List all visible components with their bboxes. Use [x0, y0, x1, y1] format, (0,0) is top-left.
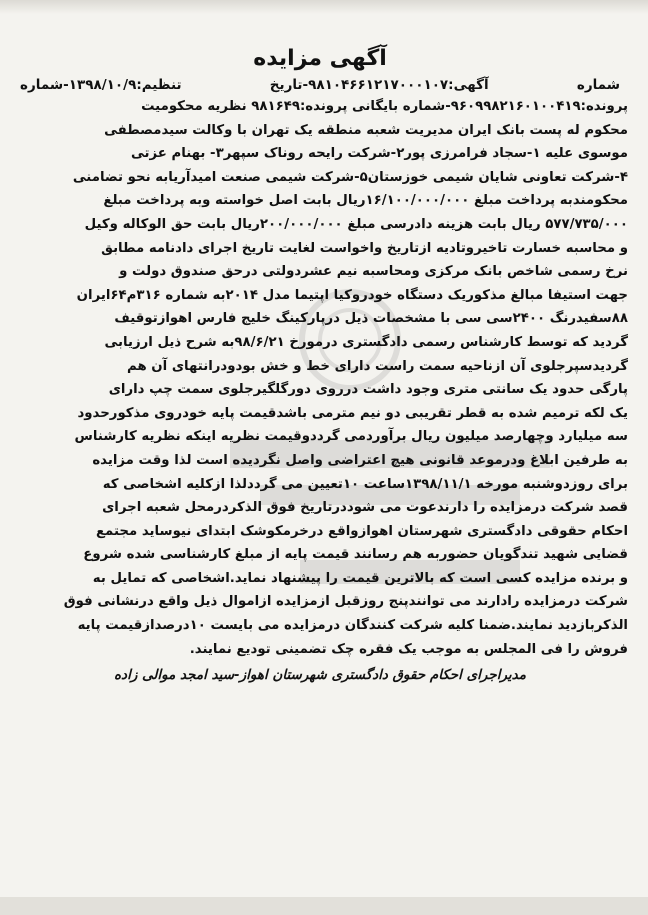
body-line: محکومندبه پرداخت مبلغ ۱۶/۱۰۰/۰۰۰/۰۰۰ریال بابت اصل خواسته وبه پرداخت مبلغ: [103, 193, 628, 209]
body-line: ۵۷۷/۷۳۵/۰۰۰ ریال بابت هزینه دادرسی مبلغ ۲۰۰/۰۰۰/۰۰۰ریال بابت حق الوکاله وکیل: [84, 216, 628, 232]
notice-body: [18, 95, 628, 661]
body-line: پارگی حدود یک سانتی متری وجود داشت درروی دورگلگیرجلوی سمت چپ دارای: [108, 382, 628, 398]
body-line: محکوم له پست بانک ایران مدیریت شعبه منطقه یک تهران با وکالت سیدمصطفی: [104, 122, 628, 138]
body-line: برای روزدوشنبه مورخه ۱۳۹۸/۱۱/۱ساعت ۱۰تعیین می گرددلذا ازکلیه اشخاصی که: [102, 476, 628, 492]
notice-signature: مدیراجرای احکام حقوق دادگستری شهرستان اهواز-سید امجد موالی زاده: [113, 667, 526, 684]
body-line: الذکربازدید نمایند.ضمنا کلیه شرکت کنندگان درمزایده می بایست ۱۰درصدازقیمت پایه: [77, 618, 628, 634]
notice-title: آگهی مزایده: [253, 46, 387, 71]
body-line: احکام حقوقی دادگستری شهرستان اهوازواقع درخرمکوشک ابتدای نیوساید مجتمع: [95, 523, 628, 539]
body-line: گردیدسپرجلوی آن ازناحیه سمت راست دارای خط و خش بودودرانتهای آن هم: [127, 358, 628, 374]
body-line: فروش را فی المجلس به موجب یک فقره چک تضمینی تودیع نمایند.: [189, 641, 628, 657]
body-line: پرونده:۹۶۰۹۹۸۲۱۶۰۱۰۰۴۱۹-شماره بایگانی پرونده:۹۸۱۶۴۹ نظریه محکومیت: [141, 99, 628, 114]
body-line: به طرفین ابلاغ ودرموعد قانونی هیچ اعتراضی واصل نگردیده است لذا وقت مزایده: [92, 452, 628, 468]
body-line: و برنده مزایده کسی است که بالاترین قیمت را پیشنهاد نماید.اشخاصی که تمایل به: [92, 570, 628, 586]
meta-number-label: شماره: [576, 77, 620, 93]
body-line: ۴-شرکت تعاونی شایان شیمی خوزستان۵-شرکت شیمی صنعت امیدآریابه نحو تضامنی: [72, 169, 628, 185]
body-line: نرخ رسمی شاخص بانک مرکزی ومحاسبه نیم عشردولتی درحق صندوق دولت و: [119, 264, 628, 280]
notice-meta-line: [20, 77, 620, 93]
body-line: قصد شرکت درمزایده را دارندعوت می شوددرتاریخ فوق الذکردرمحل شعبه اجرای: [102, 500, 628, 516]
body-line: سه میلیارد وچهارصد میلیون ریال برآوردمی گرددوقیمت نظریه اینکه نظریه کارشناس: [74, 429, 628, 445]
body-line: یک لکه ترمیم شده به قطر تقریبی دو نیم مترمی باشدقیمت پایه خودروی مذکورحدود: [77, 405, 628, 421]
torn-bottom-edge: [0, 897, 648, 915]
body-line: گردید که توسط کارشناس رسمی دادگستری درمورخ ۹۸/۶/۲۱به شرح ذیل ارزیابی: [104, 334, 628, 350]
body-line: قضایی شهید تندگویان حضوربه هم رسانند قیمت پایه از مبلغ کارشناسی شده شروع: [83, 547, 628, 563]
body-line: موسوی علیه ۱-سجاد فرامرزی پور۲-شرکت رایحه روناک سپهر۳- بهنام عزتی: [131, 146, 628, 162]
body-line: شرکت درمزایده رادارند می توانندپنج روزقبل ازمزایده ازاموال ذیل واقع درنشانی فوق: [63, 594, 628, 610]
body-line: جهت استیفا مبالغ مذکوریک دستگاه خودروکیا اپتیما مدل ۲۰۱۴به شماره ۳۱۶م۶۴ایران: [76, 287, 628, 303]
meta-date: تنظیم:۱۳۹۸/۱۰/۹-شماره: [20, 77, 182, 93]
auction-notice: [8, 10, 632, 910]
body-line: و محاسبه خسارت تاخیروتادیه ازتاریخ واخواست لغایت تاریخ اجرای دادنامه مطابق: [101, 240, 628, 256]
meta-notice-number: آگهی:۹۸۱۰۴۶۶۱۲۱۷۰۰۰۱۰۷-تاریخ: [269, 77, 489, 93]
body-line: ۸۸سفیدرنگ ۲۴۰۰سی سی با مشخصات ذیل درپارکینگ خلیج فارس اهوازتوقیف: [114, 311, 628, 327]
